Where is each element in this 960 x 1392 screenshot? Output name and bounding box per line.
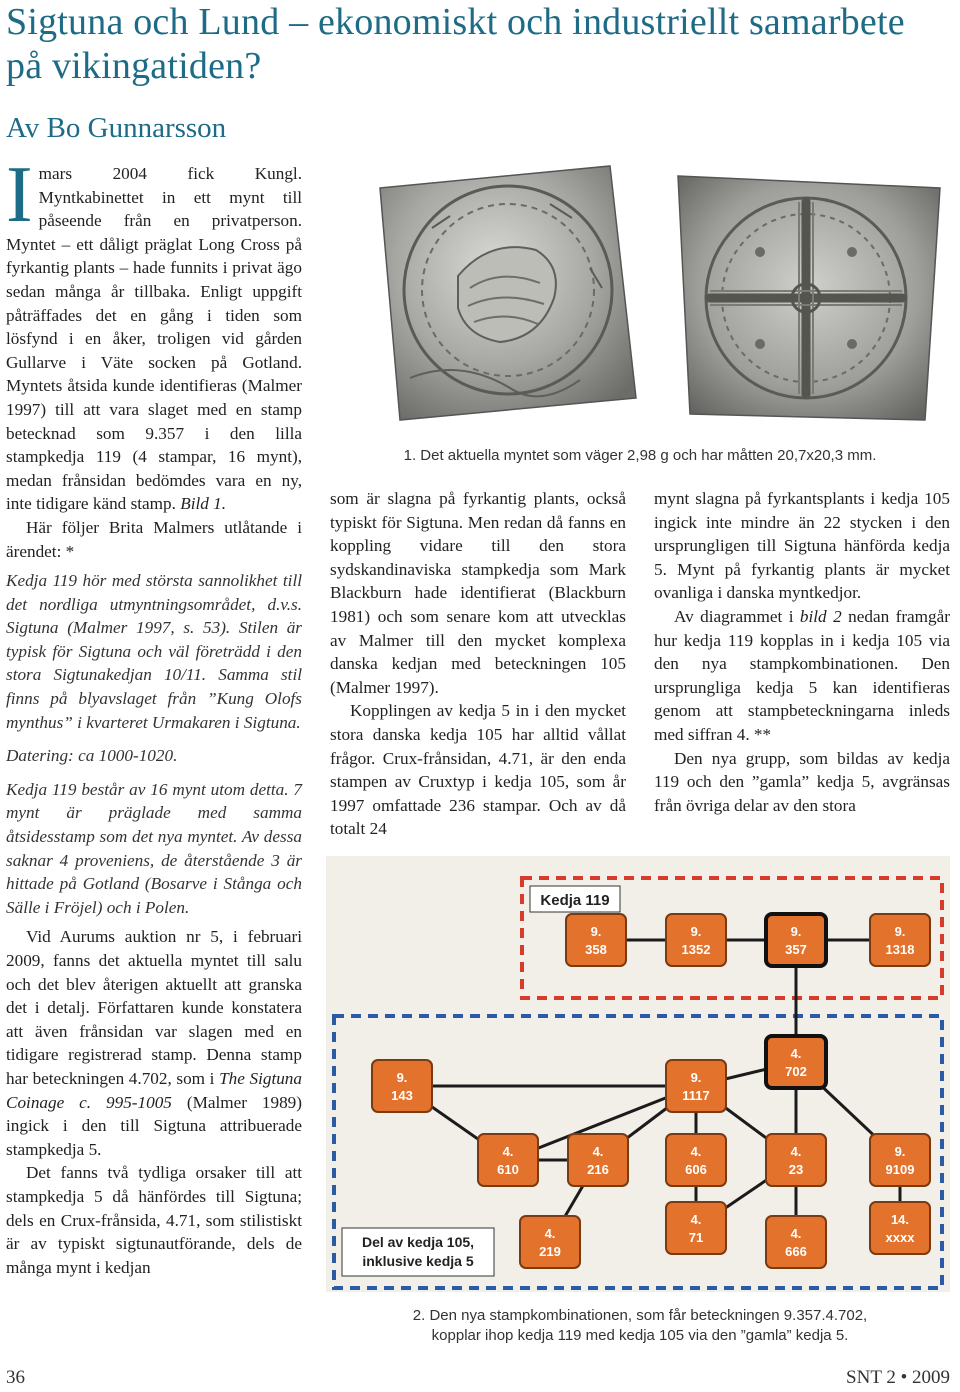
die-node-prefix: 9. [690,1070,702,1085]
coin-photos-svg [340,158,948,438]
auction-text-end: (Malmer 1989) ingick i den till Sigtuna attribuerade stampkedja 5. [6,1092,302,1159]
die-chain-diagram [326,856,950,1292]
right-paragraph-2 [654,605,950,747]
die-node-prefix: 9. [790,924,802,939]
die-node-number: 219 [539,1244,561,1259]
chain-105-label-line-2: inklusive kedja 5 [362,1253,474,1269]
die-node-number: 358 [585,942,607,957]
die-node-prefix: 4. [544,1226,556,1241]
issue-label: SNT 2 • 2009 [846,1367,950,1388]
drop-cap: I [6,151,33,239]
die-node-prefix: 9. [690,924,702,939]
die-node [666,914,726,966]
coin-reverse [678,176,940,420]
die-node [766,1036,826,1088]
column-left [6,151,302,1279]
column-middle [330,487,626,841]
die-node [568,1134,628,1186]
chain-105-label-line-1: Del av kedja 105, [361,1234,475,1250]
coin-obverse [380,166,636,420]
die-node-prefix: 4. [690,1144,702,1159]
column-right [654,487,950,817]
die-node-number: 610 [497,1162,519,1177]
die-node-prefix: 4. [790,1226,802,1241]
middle-paragraph-1: som är slagna på fyrkantig plants, också typiskt för Sigtuna. Men redan då fanns en koppling vidare till den stora sydskandinaviska stampkedja som Mark Blackburn hade identifierat (Blackburn 1981) och som senare kom att utvecklas av Malmer till den mycket komplexa danska kedjan med beteckningen 105 (Malmer 1997). [330,489,626,697]
die-node-number: 702 [785,1064,807,1079]
die-node-prefix: 4. [790,1144,802,1159]
quote-dating: Datering: ca 1000-1020. [6,746,178,766]
die-node [870,914,930,966]
die-node [520,1216,580,1268]
middle-paragraph-2: Kopplingen av kedja 5 in i den mycket stora danska kedja 105 har alltid vållat frågor. Crux-frånsidan, 4.71, är den enda stampen av Cruxtyp i kedja 105, som år 1997 omfattade 236 stampar. Och av då totalt 24 [330,701,626,839]
die-node-prefix: 4. [592,1144,604,1159]
die-node-number: 9109 [885,1162,915,1177]
die-node [766,1216,826,1268]
auction-paragraph [6,925,302,1161]
die-node-number: 606 [685,1162,707,1177]
die-node-number: 357 [785,942,807,957]
die-node-number: xxxx [885,1230,915,1245]
die-node-number: 143 [391,1088,413,1103]
byline: Av Bo Gunnarsson [6,112,227,144]
die-node [870,1134,930,1186]
right-paragraph-3: Den nya grupp, som bildas av kedja 119 och den ”gamla” kedja 5, avgränsas från övriga delar av den stora [654,748,950,815]
figure-1-caption: 1. Det aktuella myntet som väger 2,98 g och har måtten 20,7x20,3 mm. [403,447,877,464]
die-node-number: 1318 [885,942,915,957]
die-node-number: 1117 [682,1088,710,1103]
right-paragraph-2-text: Av diagrammet i [674,606,794,626]
die-node-number: 1352 [681,942,711,957]
die-node [666,1134,726,1186]
die-node [666,1202,726,1254]
coin-photos [340,158,948,438]
figure-2-reference: bild 2 [799,606,842,626]
die-node-prefix: 9. [396,1070,408,1085]
die-node-prefix: 9. [590,924,602,939]
right-paragraph-2-text-end: nedan framgår hur kedja 119 kopplas in i kedja 105 via den nya stampkombinationen. Den ursprungliga kedja 5 kan identifieras genom att stampbeteckningarna inleds med siffran 4. ** [654,606,950,744]
figure-reference: Bild 1. [180,494,227,514]
right-paragraph-1: mynt slagna på fyrkantsplants i kedja 105 ingick inte mindre än 22 stycken i den ursprungligen till Sigtuna hänförda kedja 5. Mynt på fyrkantig plants är mycket ovanliga i danska myntkedjor. [654,489,950,603]
auction-text: Vid Aurums auktion nr 5, i februari 2009, fanns det aktuella myntet till salu och det blev återigen aktuellt att granska det i detalj. Författaren kunde konstatera att även frånsidan var slagen med en tidigare registrerad stamp. Denna stamp har beteckningen 4.702, som i [6,927,302,1088]
book-title: The Sigtuna Coinage c. 995-1005 [6,1068,302,1112]
article-title: Sigtuna och Lund – ekonomiskt och industriellt samarbete på vikingatiden? [6,1,905,87]
die-node-prefix: 9. [894,924,906,939]
quote-paragraph-2: Kedja 119 består av 16 mynt utom detta. 7 mynt är präglade med samma åtsidesstamp som det nya myntet. Av dessa saknar 4 proveniens, de återstående 3 är hittade på Gotland (Bosarve i Stånga och Sälle i Fröjel) och i Polen. [6,779,302,917]
chain-119-label: Kedja 119 [540,892,610,909]
die-node [566,914,626,966]
die-chain-diagram-svg [326,856,950,1292]
die-node-prefix: 14. [890,1212,910,1227]
die-node-prefix: 4. [790,1046,802,1061]
die-node [766,914,826,966]
statement-intro: Här följer Brita Malmers utlåtande i ärendet: * [6,517,302,561]
die-node-number: 666 [785,1244,807,1259]
die-node [372,1060,432,1112]
die-node-number: 23 [788,1162,804,1177]
die-node-number: 71 [688,1230,704,1245]
intro-paragraph [6,151,302,516]
die-node [766,1134,826,1186]
die-node [666,1060,726,1112]
die-node-prefix: 4. [690,1212,702,1227]
quote-paragraph-1: Kedja 119 hör med största sannolikhet till det nordliga utmyntningsområdet, d.v.s. Sigtuna (Malmer 1997, s. 53). Stilen är typisk för Sigtuna och väl företrädd i den stora Sigtunakedjan 10/11. Samma stil finns på blyavslaget från ”Kung Olofs mynthus” i kvarteret Urmakaren i Sigtuna. [6,571,302,732]
die-node-prefix: 9. [894,1144,906,1159]
die-node [478,1134,538,1186]
page-number: 36 [6,1367,25,1388]
intro-text: mars 2004 fick Kungl. Myntkabinettet in ett mynt till påseende från en privatperson. Myntet – ett dåligt präglat Long Cross på fyrkantig plants – hade funnits i privat ägo sedan många år tillbaka. Enligt uppgift påträffades det en gång i tiden som lösfynd i en åker, troligen vid gården Gullarve i Väte socken på Gotland. Myntets åtsida kunde identifieras (Malmer 1997) till att vara slaget med en stamp betecknad som 9.357 i den lilla stampkedja 119 (4 stampar, 16 mynt), medan frånsidan bedömdes vara en ny, inte tidigare känd stamp. [6,164,302,514]
figure-2-caption-line-2: kopplar ihop kedja 119 med kedja 105 via den ”gamla” kedja 5. [431,1327,849,1344]
reasons-paragraph: Det fanns två tydliga orsaker till att stampkedja 5 då hänfördes till Sigtuna; dels en Crux-frånsida, 4.71, som stilistiskt är av typiskt sigtunautförande, dels de många mynt i kedjan [6,1163,302,1277]
figure-2-caption-line-1: 2. Den nya stampkombinationen, som får beteckningen 9.357.4.702, [412,1307,868,1324]
die-node [870,1202,930,1254]
die-node-number: 216 [587,1162,609,1177]
die-node-prefix: 4. [502,1144,514,1159]
